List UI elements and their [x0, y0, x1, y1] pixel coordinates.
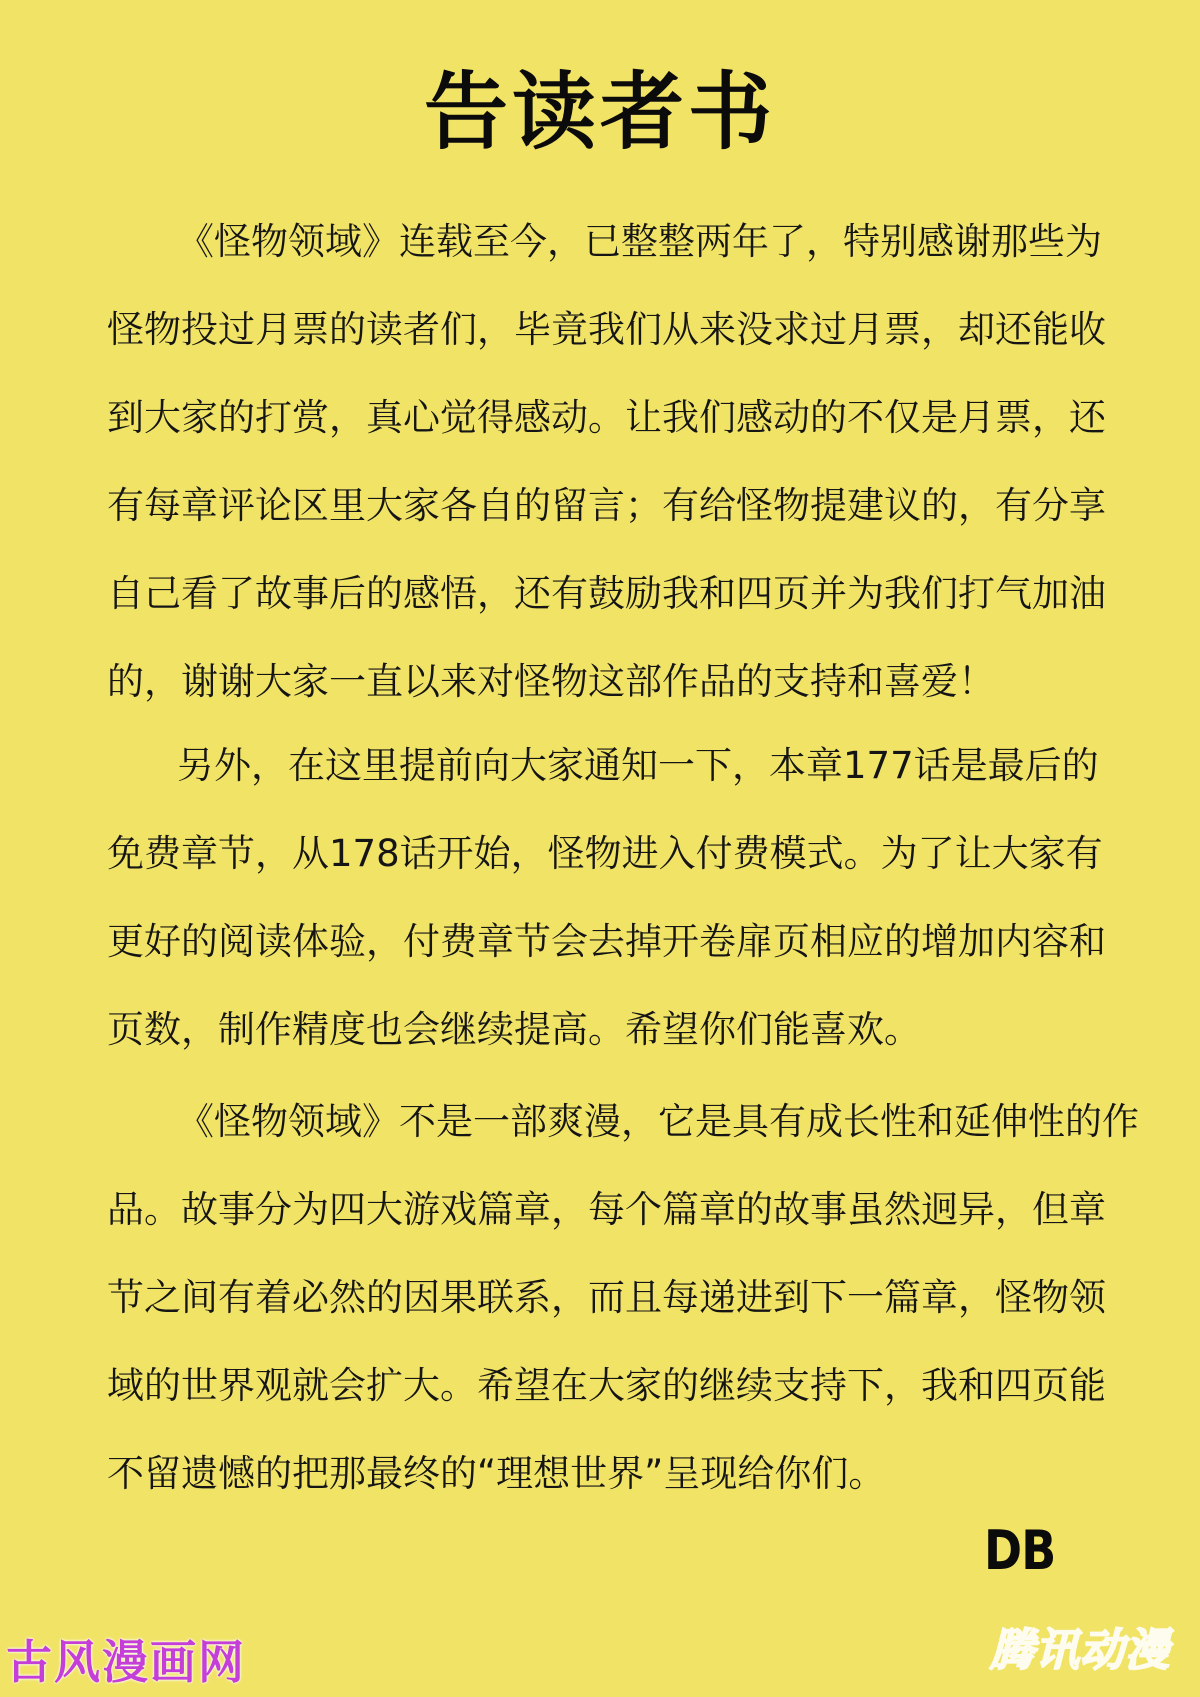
paragraph-line: 页数，制作精度也会继续提高。希望你们能喜欢。 — [107, 1008, 921, 1051]
paragraph-line: 免费章节，从178话开始，怪物进入付费模式。为了让大家有 — [107, 832, 1103, 875]
paragraph-1 — [107, 198, 1117, 726]
paragraph-line: 怪物投过月票的读者们，毕竟我们从来没求过月票，却还能收 — [107, 308, 1106, 351]
watermark-left: 古风漫画网 — [6, 1635, 246, 1689]
paragraph-line: 《怪物领域》连载至今，已整整两年了，特别感谢那些为 — [177, 220, 1102, 263]
paragraph-line: 不留遗憾的把那最终的“理想世界”呈现给你们。 — [107, 1452, 886, 1495]
paragraph-line: 到大家的打赏，真心觉得感动。让我们感动的不仅是月票，还 — [107, 396, 1106, 439]
page-title: 告读者书 — [423, 63, 776, 161]
paragraph-line: 《怪物领域》不是一部爽漫，它是具有成长性和延伸性的作 — [177, 1100, 1139, 1143]
author-signature: DB — [984, 1519, 1056, 1582]
paragraph-line: 的，谢谢大家一直以来对怪物这部作品的支持和喜爱！ — [107, 660, 995, 703]
paragraph-3 — [107, 1078, 1139, 1518]
paragraph-line: 更好的阅读体验，付费章节会去掉开卷扉页相应的增加内容和 — [107, 920, 1106, 963]
watermark-right: 腾讯动漫 — [990, 1625, 1170, 1676]
paragraph-line: 自己看了故事后的感悟，还有鼓励我和四页并为我们打气加油 — [107, 572, 1106, 615]
paragraph-line: 另外，在这里提前向大家通知一下，本章177话是最后的 — [177, 744, 1099, 787]
paragraph-2 — [107, 722, 1117, 1074]
paragraph-line: 域的世界观就会扩大。希望在大家的继续支持下，我和四页能 — [107, 1364, 1106, 1407]
paragraph-line: 节之间有着必然的因果联系，而且每递进到下一篇章，怪物领 — [107, 1276, 1106, 1319]
paragraph-line: 品。故事分为四大游戏篇章，每个篇章的故事虽然迥异，但章 — [107, 1188, 1106, 1231]
paragraph-line: 有每章评论区里大家各自的留言；有给怪物提建议的，有分享 — [107, 484, 1106, 527]
